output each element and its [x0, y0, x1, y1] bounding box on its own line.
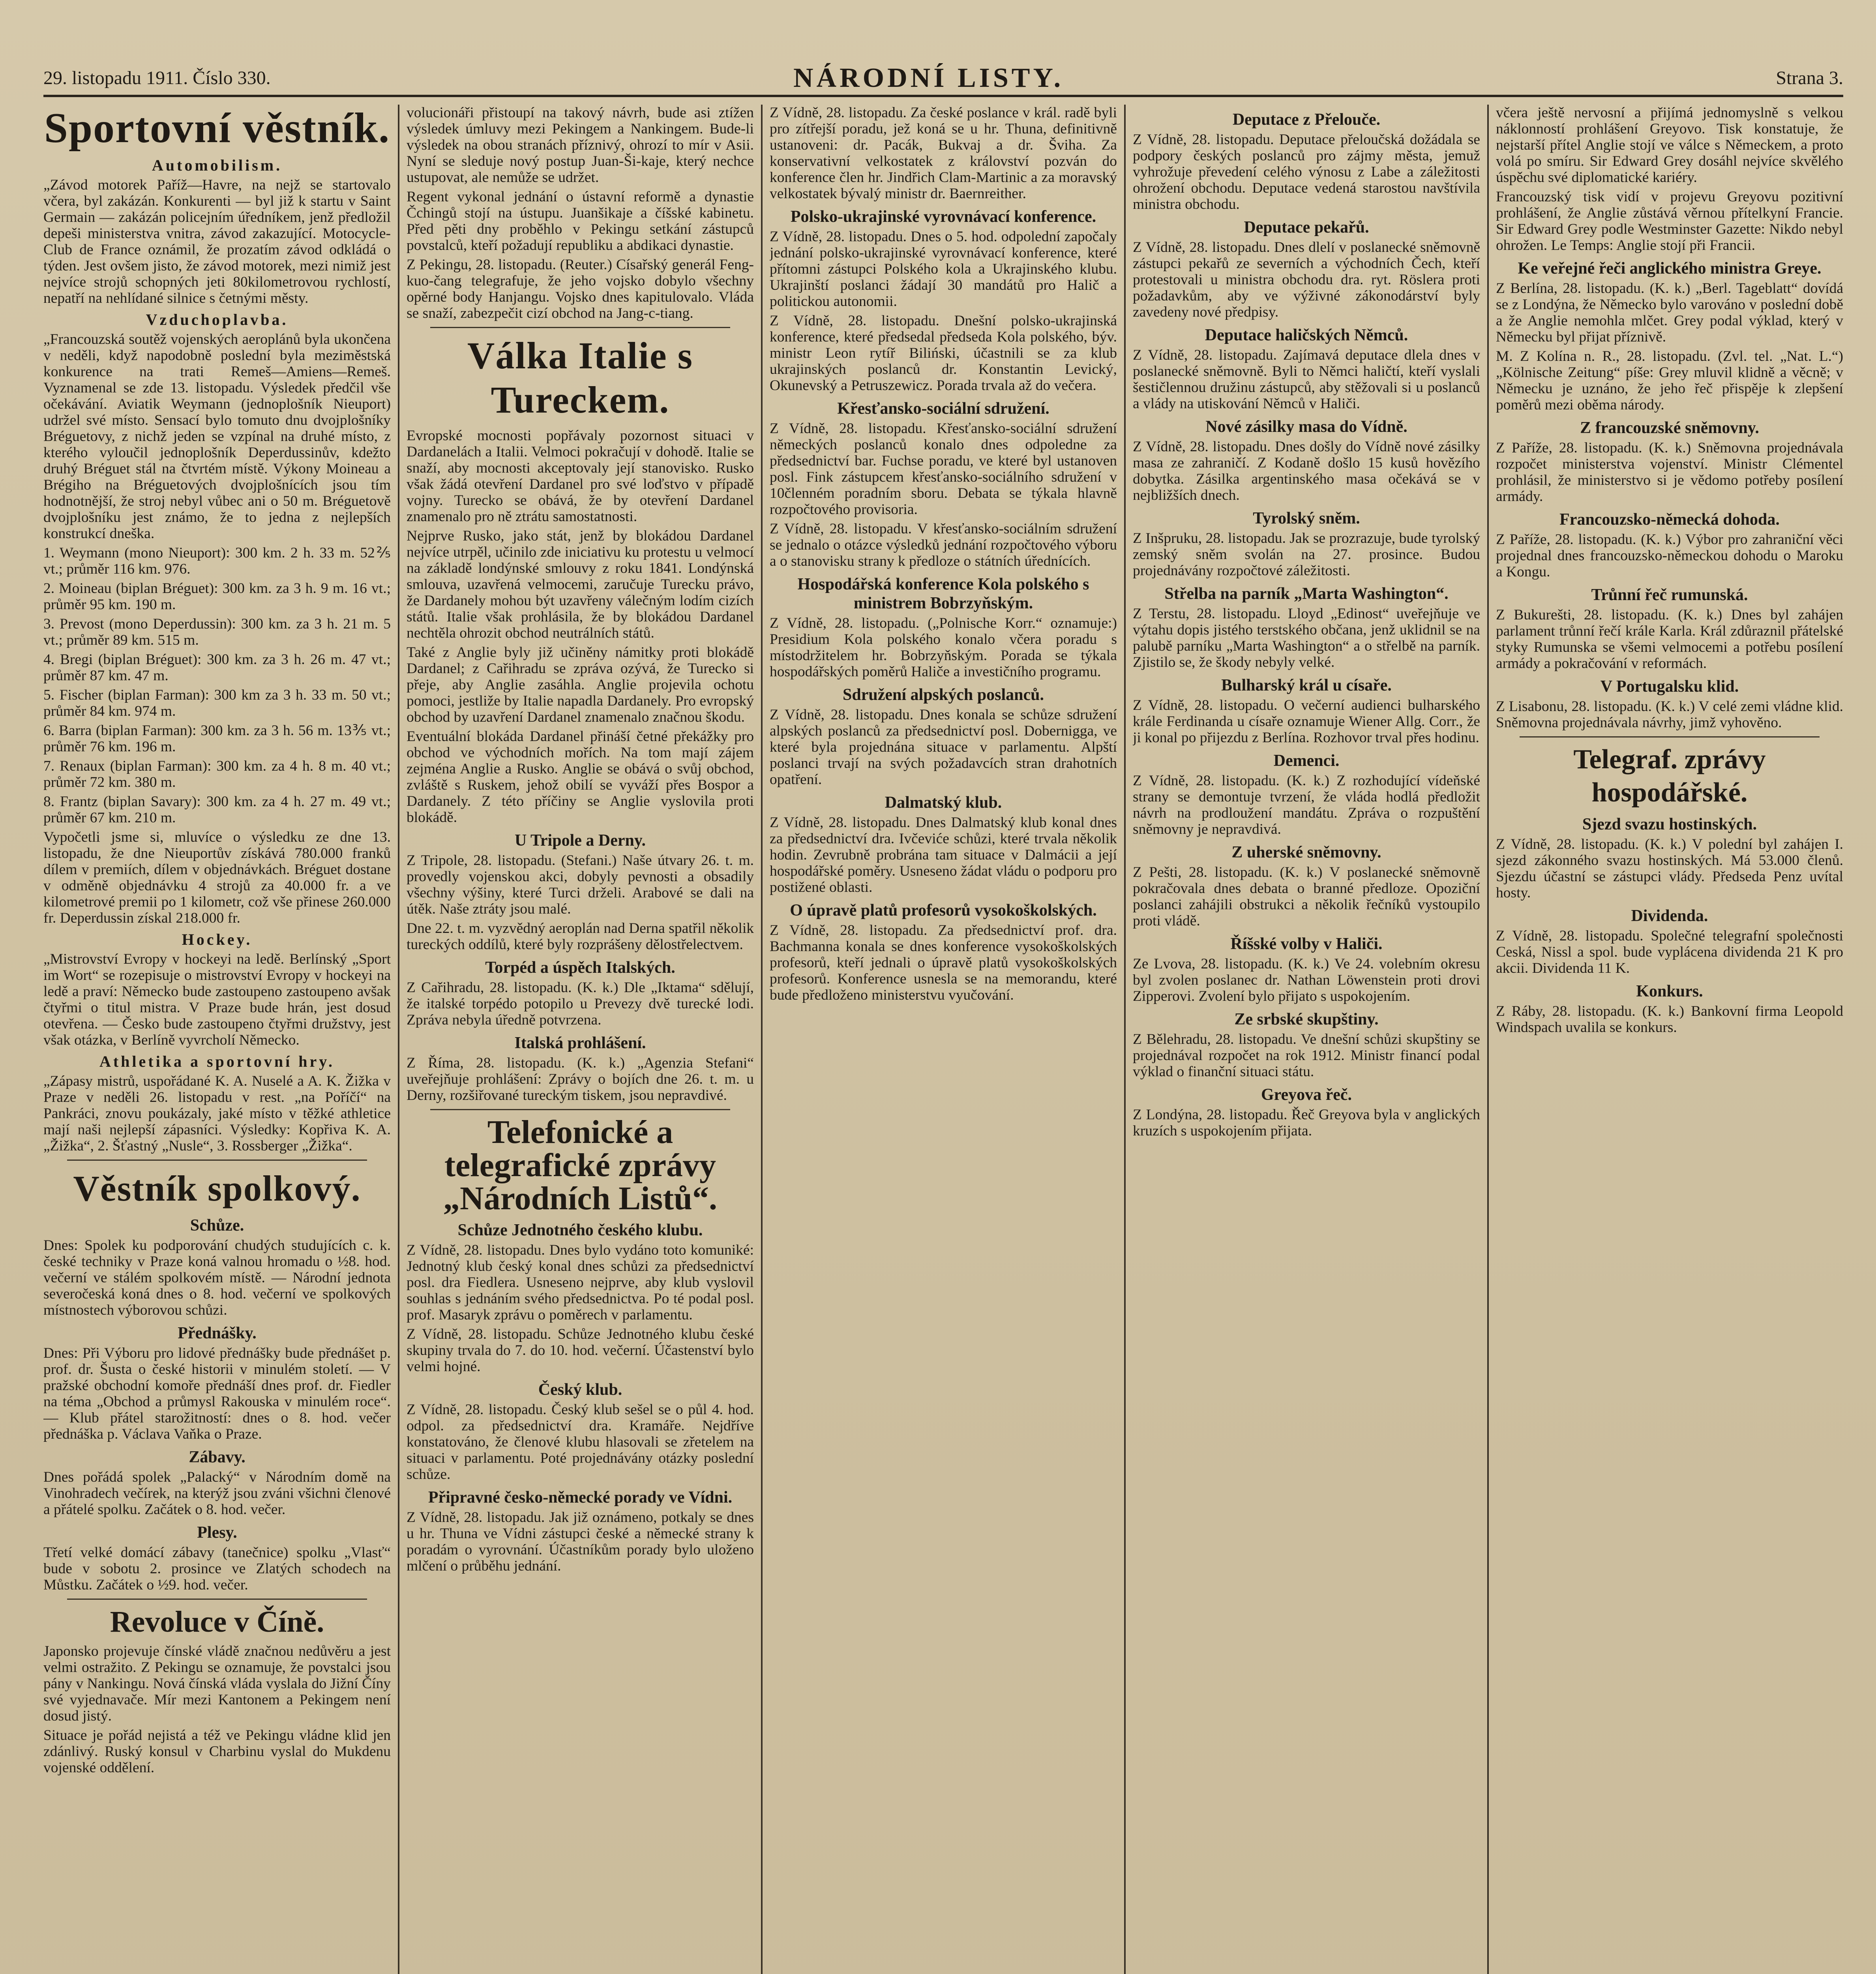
section-ship-shooting: Střelba na parník „Marta Washington“.: [1164, 585, 1449, 603]
article-paragraph: Z Pekingu, 28. listopadu. (Reuter.) Císařský generál Feng-kuo-čang telegrafuje, že jeho vojsko dobylo všechny opěrné body Hanjangu. Vojsko dnes kapitulovalo. Vláda se snaží, zabezpečit cizí obchod na Jang-c-tiang.: [407, 257, 754, 321]
economic-headline: Telegraf. zprávy hospodářské.: [1573, 744, 1766, 808]
article-paragraph: Z Vídně, 28. listopadu. Jak již oznámeno, potkaly se dnes u hr. Thuna ve Vídni zástupci české a německé strany k poradám o vyrovnání. Účastníkům porady bylo uloženo mlčení o průběhu jednání.: [407, 1509, 754, 1574]
article-paragraph: Třetí velké domácí zábavy (tanečnice) spolku „Vlasť“ bude v sobotu 2. prosince ve Zlatých schodech na Můstku. Začátek o ½9. hod. večer.: [43, 1544, 391, 1593]
section-hockey: Hockey.: [182, 931, 253, 948]
article-paragraph: Z Říma, 28. listopadu. (K. k.) „Agenzia Stefani“ uveřejňuje prohlášení: Zprávy o bojích dne 26. t. m. u Derny, rozšiřované tureckým tiskem, jsou nepravdivé.: [407, 1055, 754, 1103]
results-item: 3. Prevost (mono Deperdussin): 300 km. za 3 h. 21 m. 5 vt.; průměr 89 km. 515 m.: [43, 616, 391, 648]
article-paragraph: Z Vídně, 28. listopadu. (K. k.) Z rozhodující vídeňské strany se demontuje tvrzení, že vláda hodlá předložit návrh na prodloužení mandátu. Zpráva o rozpuštění sněmovny je nepravdivá.: [1133, 773, 1480, 837]
article-paragraph: Z Vídně, 28. listopadu. Dnes bylo vydáno toto komuniké: Jednotný klub český konal dnes schůzi za předsednictví posl. dra Fiedlera. Usneseno nejprve, aby klub vyslovil souhlas s jednáním svého předsednictva. Po té podal posl. prof. Masaryk zprávu o poměrech v parlamentu.: [407, 1242, 754, 1323]
article-paragraph: „Francouzská soutěž vojenských aeroplánů byla ukončena v neděli, když napodobně poslední byla meziměstská konkurence na trati Remeš—Amiens—Remeš. Vyznamenal se zde 13. listopadu. Výsledek předčil vše očekávání. Aviatik Weymann (jednoplošník Nieuport) udržel své místo. Sensací bylo tomuto dnu dvojplošníky Bréguetovy, z nichž jeden se vzpínal na druhé místo, z kterého vyloučil jednoplošník Deperdussinův, kdežto druhý Bréguet stál na čtvrtém místě. Výkony Moineau a Brégiho na Bréguetových dvojplošnících jsou tím hodnotnější, že stroj nebyl vůbec ani o 50 m. Bréguetově dvojplošníku jest známo, že to jedna z nejlepších konstrukcí dneška.: [43, 331, 391, 542]
results-item: 6. Barra (biplan Farman): 300 km. za 3 h. 56 m. 13⅗ vt.; průměr 76 km. 196 m.: [43, 722, 391, 755]
section-innkeepers: Sjezd svazu hostinských.: [1582, 815, 1757, 833]
section-alpine-deputies: Sdružení alpských poslanců.: [843, 686, 1044, 704]
article-paragraph: Vypočetli jsme si, mluvíce o výsledku ze dne 13. listopadu, že dne Nieuportův získává 780.000 franků dílem v premiích, dílem v objednávkách. Bréguet dostane v odměně objednávku 4 strojů za 40.000 fr. a ve kilometrové premii po 1 kilometr, což vše přinese 260.000 fr. Deperdussin získal 218.000 fr.: [43, 829, 391, 926]
article-paragraph: Také z Anglie byly již učiněny námitky proti blokádě Dardanel; z Cařihradu se zpráva ozývá, že Turecko si přeje, aby Anglie zasáhla. Anglie projevila ochotu pomoci, jestliže by Italie napadla Dardanely. Pro evropský obchod by uzavření Dardanel znamenalo značnou škodu.: [407, 644, 754, 725]
article-paragraph: Evropské mocnosti popřávaly pozornost situaci v Dardanelách a Italii. Velmoci pokračují v dohodě. Italie se snaží, aby mocnosti akceptovaly její stanovisko. Rusko však žádá otevření Dardanel pro své loďstvo v případě vojny. Turecko se obává, že by otevření Dardanel znamenalo pro ně ztrátu samostatnosti.: [407, 428, 754, 525]
section-dalmatian-club: Dalmatský klub.: [885, 794, 1002, 812]
sports-headline: Sportovní věstník.: [44, 105, 390, 152]
article-paragraph: Z Berlína, 28. listopadu. (K. k.) „Berl. Tageblatt“ dovídá se z Londýna, že Německo bylo varováno v poslední době a že Anglie nemohla mlčet. Grey podal výklad, který v Německu byl přijat příznivě.: [1496, 280, 1843, 345]
section-serbian-skupstina: Ze srbské skupštiny.: [1234, 1010, 1379, 1028]
section-automobilism: Automobilism.: [152, 156, 283, 174]
article-paragraph: Z Vídně, 28. listopadu. („Polnische Korr.“ oznamuje:) Presidium Kola polského konalo včera poradu s místodržitelem hr. Bobrzyňským. Porada se týkala hospodářských poměrů Haliče a investičního programu.: [770, 615, 1117, 680]
column-5: [1496, 105, 1843, 1974]
article-paragraph: Z Bukurešti, 28. listopadu. (K. k.) Dnes byl zahájen parlament trůnní řečí krále Karla. Král zdůraznil přátelské styky Rumunska se všemi velmocemi a potřebu posílení armády a pokračování v reformách.: [1496, 607, 1843, 672]
article-paragraph: Z Pešti, 28. listopadu. (K. k.) V poslanecké sněmovně pokračovala dnes debata o branné předloze. Opoziční poslanci zahájili obstrukci a několik řečníků vystoupilo proti vládě.: [1133, 864, 1480, 929]
section-bakers: Deputace pekařů.: [1244, 218, 1369, 236]
column-2: [407, 105, 754, 1974]
section-dividend: Dividenda.: [1631, 907, 1708, 925]
article-paragraph: včera ještě nervosní a přijímá jednomyslně s velkou náklonností prohlášení Greyovo. Tisk konstatuje, že nejstarší přítel Anglie stojí ve válce s Německem, a proto volá po smíru. Sir Edward Grey dosáhl nejvíce skvělého úspěchu své diplomatické kariéry.: [1496, 105, 1843, 186]
section-bankruptcy: Konkurs.: [1636, 982, 1703, 1000]
article-paragraph: Z Vídně, 28. listopadu. Křesťansko-sociální sdružení německých poslanců konalo dnes odpoledne za předsednictví bar. Fuchse poradu, ve které byl ustanoven posl. Fink zástupcem křesťansko-sociálního sdružení v 10členném poradním sboru. Debata se týkala hlavně rozpočtového provisoria.: [770, 420, 1117, 518]
divider: [67, 1160, 367, 1161]
article-paragraph: Z Vídně, 28. listopadu. (K. k.) V polední byl zahájen I. sjezd zákonného svazu hostinských. Má 53.000 členů. Sjezdu účastní se zástupci vlády. Předseda Penz uvítal hosty.: [1496, 836, 1843, 901]
column-rule: [398, 105, 399, 1974]
divider: [430, 327, 730, 328]
article-paragraph: „Závod motorek Paříž—Havre, na nejž se startovalo včera, byl zakázán. Konkurenti — byl již k startu v Saint Germain — zakázán policejním úředníkem, jenž předložil depeši ministerstva vnitra, závod zakazující. Motocycle-Club de France oznámil, že prozatím závod odkládá o týden. Jest ovšem jisto, že závod motorek, mezi nimiž jest nejvíce strojů schopných jeti 80kilometrovou rychlostí, nepatří na nehlídané silnice s četnými městy.: [43, 177, 391, 306]
article-paragraph: Dnes: Při Výboru pro lidové přednášky bude přednášet p. prof. dr. Šusta o české historii v minulém století. — V pražské obchodní komoře přednáší dnes prof. dr. Fiedler na téma „Obchod a průmysl Rakouska v minulém roce“. — Klub přátel starožitností: dnes o 8. hod. večer přednáška p. Václava Vaňka o Praze.: [43, 1345, 391, 1442]
column-1: [43, 105, 391, 1974]
section-professors-salaries: O úpravě platů profesorů vysokoškolských.: [790, 901, 1097, 919]
article-paragraph: Z Vídně, 28. listopadu. Za předsednictví prof. dra. Bachmanna konala se dnes konference vysokoškolských profesorů, kteří jednali o úpravě platů vysokoškolských profesorů. Konference usnesla se na memorandu, které bude předloženo ministerstvu vyučování.: [770, 922, 1117, 1003]
divider: [430, 1109, 730, 1110]
column-3: [770, 105, 1117, 1974]
section-christian-social: Křesťansko-sociální sdružení.: [837, 400, 1050, 418]
section-denial: Demenci.: [1273, 752, 1340, 770]
article-paragraph: Z Vídně, 28. listopadu. V křesťansko-sociálním sdružení se jednalo o otázce výsledků jednání rozpočtového výboru a o stanovisku strany k předloze o státních úřednících.: [770, 521, 1117, 569]
section-lectures: Přednášky.: [178, 1324, 257, 1342]
article-paragraph: Z Paříže, 28. listopadu. (K. k.) Sněmovna projednávala rozpočet ministerstva vojenství. Ministr Clémentel prohlásil, že ministerstvo si je vědomo potřeby posílení armády.: [1496, 440, 1843, 505]
article-paragraph: Japonsko projevuje čínské vládě značnou nedůvěru a jest velmi ostražito. Z Pekingu se oznamuje, že povstalci jsou pány v Nankingu. Nová čínská vláda vyslala do Jižní Číny své vyjednavače. Mír mezi Kantonem a Pekingem není dosud jistý.: [43, 1643, 391, 1724]
article-paragraph: Ze Lvova, 28. listopadu. (K. k.) Ve 24. volebním okresu byl zvolen poslanec dr. Nathan Löwenstein proti drovi Zipperovi. Zvolení bylo přijato s uspokojením.: [1133, 956, 1480, 1004]
article-paragraph: Z Inšpruku, 28. listopadu. Jak se prozrazuje, bude tyrolský zemský sněm svolán na 27. prosince. Budou projednávány rozpočtové záležitosti.: [1133, 530, 1480, 579]
article-paragraph: Dne 22. t. m. vyzvědný aeroplán nad Derna spatřil několik tureckých oddílů, které byly rozprášeny dělostřelectvem.: [407, 920, 754, 953]
column-rule: [1124, 105, 1126, 1974]
article-paragraph: Dnes: Spolek ku podporování chudých studujících c. k. české techniky v Praze koná valnou hromadu o ½8. hod. večerní ve stálém spolkovém místě. — Národní jednota severočeská koná dnes o 8. hod. večerní ve spolkových místnostech výborovou schůzi.: [43, 1237, 391, 1318]
section-french-chamber: Z francouzské sněmovny.: [1580, 419, 1759, 437]
column-4: [1133, 105, 1480, 1974]
telegraph-headline: Telefonické a telegrafické zprávy „Národních Listů“.: [443, 1114, 717, 1217]
war-headline: Válka Italie s Tureckem.: [467, 334, 693, 421]
section-prelouc: Deputace z Přelouče.: [1232, 111, 1381, 129]
article-paragraph: Z Vídně, 28. listopadu. Deputace přeloučská dožádala se podpory českých poslanců pro zájmy města, jemuž vyhrožuje převedení celého výnosu z Labe a záležitosti ohrožení obchodu. Deputace vedená starostou navštívila ministra obchodu.: [1133, 131, 1480, 212]
article-paragraph: Z Terstu, 28. listopadu. Lloyd „Edinost“ uveřejňuje ve výtahu dopis jistého terstského občana, jenž uklidnil se na palubě parníku „Marta Washington“ a o střelbě na parník. Zjistilo se, že škody nebyly velké.: [1133, 606, 1480, 670]
article-paragraph: Z Paříže, 28. listopadu. (K. k.) Výbor pro zahraniční věci projednal dnes francouzsko-německou dohodu o Maroku a Kongu.: [1496, 531, 1843, 580]
section-aviation: Vzduchoplavba.: [146, 311, 289, 328]
article-paragraph: Situace je pořád nejistá a též ve Pekingu vládne klid jen zdánlivý. Ruský konsul v Charbinu vyslal do Mukdenu vojenské oddělení.: [43, 1727, 391, 1776]
article-paragraph: volucionáři přistoupí na takový návrh, bude asi ztížen výsledek úmluvy mezi Pekingem a Nankingem. Bude-li výsledek na obou stranách příznivý, ohrozí to mír v Asii. Nyní se sleduje nový postup Juan-Ši-kaje, který nechce ustupovat, ale nemůže se udržet.: [407, 105, 754, 186]
section-negotiations: Připravné česko-německé porady ve Vídni.: [428, 1488, 733, 1507]
article-paragraph: Z Vídně, 28. listopadu. Zajímavá deputace dlela dnes v poslanecké sněmovně. Byli to Němci haličtí, kteří vyslali šestičlennou družinu zástupců, aby stěžovali si u poslanců a vlády na utiskování Němců v Haliči.: [1133, 347, 1480, 412]
article-paragraph: Z Vídně, 28. listopadu. Schůze Jednotného klubu české skupiny trvala do 7. do 10. hod. večerní. Účastenství bylo velmi hojné.: [407, 1326, 754, 1375]
section-tyrol-diet: Tyrolský sněm.: [1253, 509, 1360, 527]
article-paragraph: „Zápasy mistrů, uspořádané K. A. Nuselé a A. K. Žižka v Praze v neděli 26. listopadu v rest. „na Poříčí“ na Pankráci, znovu poukázaly, jaké místo v těžké athletice mají naši nejlepší zápasníci. Výsledky: Kopřiva K. A. „Žižka“, 2. Šťastný „Nusle“, 3. Rossberger „Žižka“.: [43, 1073, 391, 1154]
article-paragraph: Z Vídně, 28. listopadu. Dnes Dalmatský klub konal dnes za předsednictví dra. Ivčeviće schůzi, které trvala několik hodin. Zevrubně probrána tam situace v Dalmácii a její hospodářské poměry. Usneseno žádat vládu o podporu pro postižené oblasti.: [770, 814, 1117, 895]
results-item: 1. Weymann (mono Nieuport): 300 km. 2 h. 33 m. 52⅖ vt.; průměr 116 km. 976.: [43, 545, 391, 577]
issue-date: 29. listopadu 1911. Číslo 330.: [43, 68, 271, 88]
article-paragraph: Z Bělehradu, 28. listopadu. Ve dnešní schůzi skupštiny se projednával rozpočet na rok 1912. Ministr financí podal výklad o finanční situaci státu.: [1133, 1031, 1480, 1080]
article-paragraph: Dnes pořádá spolek „Palacký“ v Národním domě na Vinohradech večírek, na kterýž jsou zváni všichni členové a přátelé spolku. Začátek o 8. hod. večer.: [43, 1469, 391, 1518]
section-galician-elections: Říšské volby v Haliči.: [1230, 935, 1383, 953]
article-paragraph: Z Vídně, 28. listopadu. Dnešní polsko-ukrajinská konference, které předsedal předseda Kola polského, býv. ministr Leon rytíř Biliński, účastnili se za klub ukrajinských poslanců dr. Konstantin Levický, Okunevský a Petruszewicz. Porada trvala až do večera.: [770, 313, 1117, 394]
china-headline: Revoluce v Číně.: [110, 1605, 324, 1638]
article-paragraph: Z Tripole, 28. listopadu. (Stefani.) Naše útvary 26. t. m. provedly vojenskou akci, dobyly pevnosti a obsadily všechny výšiny, které Turci drželi. Arabové se dali na útěk. Naše ztráty jsou malé.: [407, 852, 754, 917]
section-meetings: Schůze.: [190, 1216, 244, 1235]
article-paragraph: „Mistrovství Evropy v hockeyi na ledě. Berlínský „Sport im Wort“ se rozepisuje o mistrovství Evropy v hockeyi na ledě a praví: Německo bude zastoupeno zastoupeno avšak čtyřmi o titul mistra. V Praze bude hrán, jest dosud otevřena. — Česko bude zastoupeno čtyřmi družstvy, jest však otázka, v Berlíně vyvrcholí Německo.: [43, 951, 391, 1048]
section-romanian-speech: Trůnní řeč rumunská.: [1591, 586, 1748, 604]
section-meat: Nové zásilky masa do Vídně.: [1205, 418, 1407, 436]
section-galician-germans: Deputace haličských Němců.: [1205, 326, 1408, 344]
section-grey-speech: Greyova řeč.: [1261, 1086, 1352, 1104]
article-paragraph: Z Vídně, 28. listopadu. O večerní audienci bulharského krále Ferdinanda u císaře oznamuje Wiener Allg. Corr., že ji konal po přijezdu z Berlína. Rozhovor trval přes hodinu.: [1133, 697, 1480, 746]
section-polish-ukrainian: Polsko-ukrajinské vyrovnávací konference.: [790, 208, 1096, 226]
divider: [67, 1599, 367, 1600]
article-paragraph: M. Z Kolína n. R., 28. listopadu. (Zvl. tel. „Nat. L.“) „Kölnische Zeitung“ píše: Grey mluvil klidně a věcně; v Německu je uznáno, že jeho řeč přispěje k zlepšení poměrů mezi oběma národy.: [1496, 348, 1843, 413]
article-paragraph: Z Cařihradu, 28. listopadu. (K. k.) Dle „Iktama“ sdělují, že italské torpédo potopilo u Prevezy dvě turecké lodi. Zpráva nebyla úředně potvrzena.: [407, 979, 754, 1028]
results-item: 4. Bregi (biplan Bréguet): 300 km. za 3 h. 26 m. 47 vt.; průměr 87 km. 47 m.: [43, 651, 391, 684]
section-franco-german: Francouzsko-německá dohoda.: [1559, 510, 1780, 529]
article-paragraph: Francouzský tisk vidí v projevu Greyovu pozitivní prohlášení, že Anglie zůstává věrnou přítelkyní Francie. Sir Edward Grey podle Westminster Gazette: Nikdo nebyl ohrožen. Le Temps: Anglie stojí při Francii.: [1496, 189, 1843, 253]
section-tripoli: U Tripole a Derny.: [514, 831, 646, 850]
results-item: 2. Moineau (biplan Bréguet): 300 km. za 3 h. 9 m. 16 vt.; průměr 95 km. 190 m.: [43, 580, 391, 613]
section-portugal: V Portugalsku klid.: [1600, 677, 1739, 696]
article-paragraph: Regent vykonal jednání o ústavní reformě a dynastie Čchingů stojí na ústupu. Juanšikaje a číšské kabinetu. Před pěti dny proběhlo v Pekingu setkání zástupců povstalců, kteří požadují republiku a abdikaci dynastie.: [407, 189, 754, 253]
societies-headline: Věstník spolkový.: [73, 1168, 361, 1208]
article-paragraph: Z Vídně, 28. listopadu. Dnes došly do Vídně nové zásilky masa ze zahraničí. Z Kodaně došlo 15 kusů hovězího dobytka. Zásilka argentinského masa očekává se v nejbližších dnech.: [1133, 439, 1480, 503]
article-paragraph: Eventuální blokáda Dardanel přináší četné překážky pro obchod ve východních mořích. Na tom mají zájem zejména Anglie a Rusko. Anglie se obává o svůj obchod, zvláště s Ruskem, jehož obilí se vyváží přes Bospor a Dardanely. Z této příčiny se Anglie vyslovila proti blokádě.: [407, 728, 754, 826]
section-torpedo: Torpéd a úspěch Italských.: [485, 959, 675, 977]
section-grey-speech-reactions: Ke veřejné řeči anglického ministra Greye.: [1518, 259, 1822, 278]
article-paragraph: Z Vídně, 28. listopadu. Dnes dlelí v poslanecké sněmovně zástupci pekařů ze severních a východních Čech, kteří protestovali u ministra obchodu dra. ryt. Röslera proti požadavkům, aby ve výživné zákonodárství byly zavedeny nové předpisy.: [1133, 239, 1480, 320]
section-czech-club-meeting: Schůze Jednotného českého klubu.: [457, 1221, 703, 1239]
section-czech-club: Český klub.: [538, 1381, 622, 1399]
results-item: 8. Frantz (biplan Savary): 300 km. za 4 h. 27 m. 49 vt.; průměr 67 km. 210 m.: [43, 794, 391, 826]
section-bulgarian-king: Bulharský král u císaře.: [1221, 676, 1392, 694]
section-italian-statement: Italská prohlášení.: [514, 1034, 646, 1052]
article-paragraph: Z Lisabonu, 28. listopadu. (K. k.) V celé zemi vládne klid. Sněmovna projednávala návrhy, jimž vyhověno.: [1496, 698, 1843, 731]
section-hungarian-house: Z uherské sněmovny.: [1231, 843, 1381, 861]
section-entertainment: Zábavy.: [189, 1448, 246, 1466]
divider: [1520, 736, 1820, 737]
section-athletics: Athletika a sportovní hry.: [99, 1053, 335, 1070]
results-item: 7. Renaux (biplan Farman): 300 km. za 4 h. 8 m. 40 vt.; průměr 72 km. 380 m.: [43, 758, 391, 790]
article-paragraph: Z Vídně, 28. listopadu. Za české poslance v král. radě byli pro zítřejší poradu, jež koná se u hr. Thuna, definitivně ustanoveni: dr. Pacák, Bukvaj a dr. Šviha. Za konservativní velkostatek z království pozván do konference člen hr. Jindřich Clam-Martinic a za moravský velkostatek bývalý ministr dr. Baernreither.: [770, 105, 1117, 202]
page-number: Strana 3.: [1776, 68, 1843, 88]
masthead-title: NÁRODNÍ LISTY.: [793, 63, 1064, 93]
article-paragraph: Z Ráby, 28. listopadu. (K. k.) Bankovní firma Leopold Windspach uvalila se konkurs.: [1496, 1003, 1843, 1036]
section-economic-conference: Hospodářská konference Kola polského s ministrem Bobrzyňským.: [797, 575, 1089, 612]
column-rule: [1487, 105, 1489, 1974]
section-balls: Plesy.: [197, 1524, 237, 1542]
article-paragraph: Z Vídně, 28. listopadu. Dnes o 5. hod. odpolední započaly jednání polsko-ukrajinské vyrovnávací konference, které přítomni zástupci Polského kola a Ukrajinského klubu. Ukrajinští poslanci žádají 30 mandátů pro Halič a politickou autonomii.: [770, 229, 1117, 310]
article-paragraph: Nejprve Rusko, jako stát, jenž by blokádou Dardanel nejvíce utrpěl, učinilo zde iniciativu ku protestu u velmocí na základě londýnské smlouvy z roku 1841. Londýnská smlouva, uzavřená velmocemi, zaručuje Turecku právo, že Dardanely mohou být uzavřeny válečným lodím cizích států. Italie však prohlásila, že by blokádou Dardanel nechtěla ohrozit obchod neutrálních států.: [407, 528, 754, 641]
column-rule: [761, 105, 763, 1974]
article-paragraph: Z Vídně, 28. listopadu. Dnes konala se schůze sdružení alpských poslanců za předsednictví posl. Dobernigga, ve které byla projednána situace v parlamentu. Alpští poslanci trvají na svých požadavcích stran drahotních opatření.: [770, 707, 1117, 788]
article-paragraph: Z Londýna, 28. listopadu. Řeč Greyova byla v anglických kruzích s uspokojením přijata.: [1133, 1107, 1480, 1139]
article-paragraph: Z Vídně, 28. listopadu. Český klub sešel se o půl 4. hod. odpol. za předsednictví dra. Kramáře. Nejdříve konstatováno, že členové klubu hlasovali se zřetelem na situaci v parlamentu. Poté projednávány otázky poslední schůze.: [407, 1402, 754, 1482]
article-paragraph: Z Vídně, 28. listopadu. Společné telegrafní společnosti Ceská, Nissl a spol. bude vyplácena dividenda 21 K pro akcii. Dividenda 11 K.: [1496, 928, 1843, 976]
results-item: 5. Fischer (biplan Farman): 300 km za 3 h. 33 m. 50 vt.; průměr 84 km. 974 m.: [43, 687, 391, 719]
page-header: [43, 59, 1843, 97]
